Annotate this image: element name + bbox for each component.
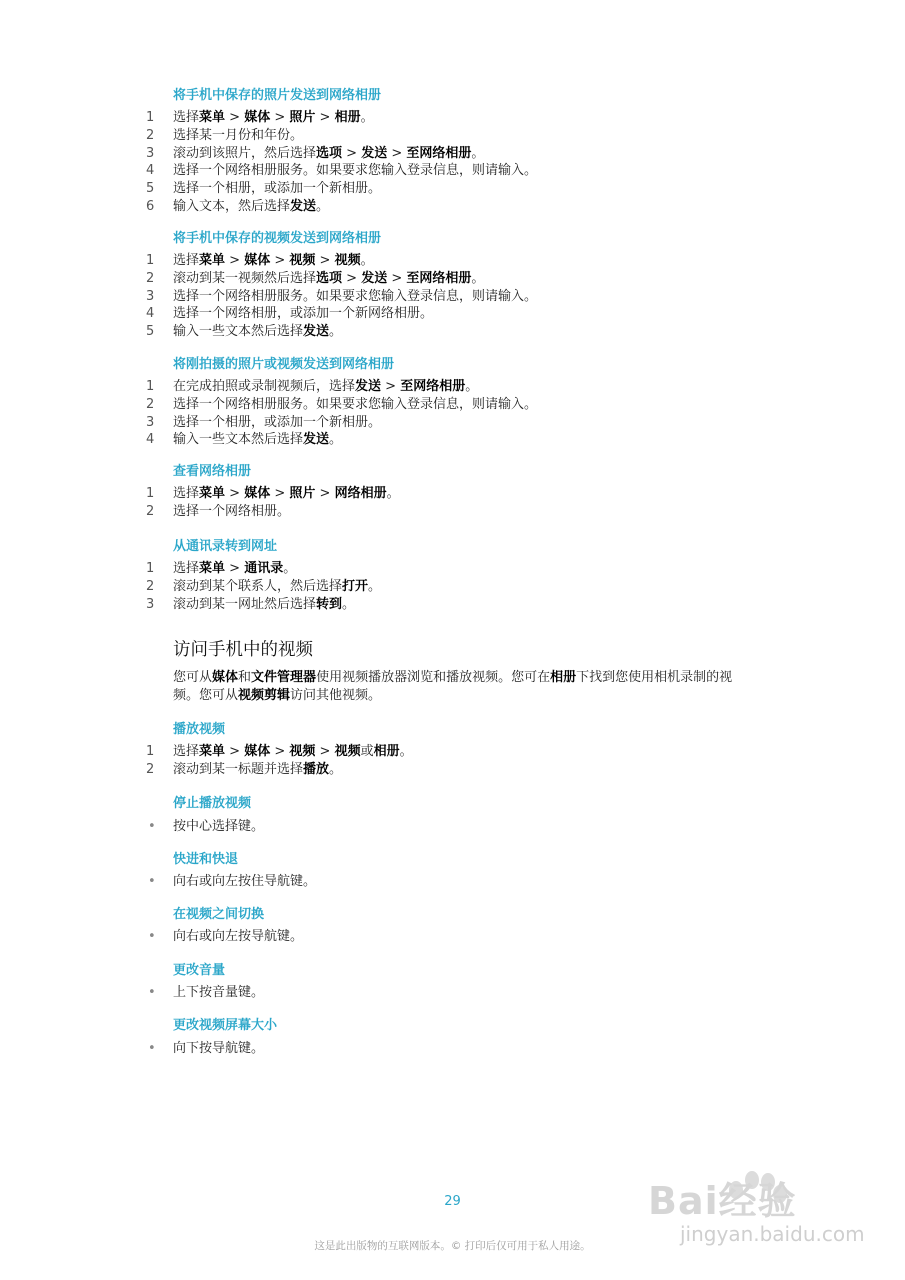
menu-term: 发送	[355, 379, 382, 394]
menu-term: 至网络相册	[406, 145, 472, 161]
numbered-step	[0, 414, 905, 432]
text-run: >	[270, 110, 290, 125]
text-run: 。	[329, 432, 343, 448]
menu-term: 通讯录	[244, 561, 284, 576]
section-title: 播放视频	[173, 722, 226, 737]
bullet-item	[0, 873, 905, 891]
text-run: >	[315, 253, 335, 268]
menu-term: 视频	[334, 253, 361, 268]
section-title: 将刚拍摄的照片或视频发送到网络相册	[173, 357, 395, 372]
text-run: 访问其他视频。	[290, 688, 382, 703]
text-run: 。	[465, 379, 479, 394]
step-number: 5	[146, 324, 155, 340]
step-text	[173, 560, 296, 578]
step-text	[173, 928, 303, 946]
menu-term: 文件管理器	[251, 670, 317, 685]
step-text	[173, 596, 355, 614]
menu-term: 菜单	[199, 253, 226, 268]
numbered-step	[0, 288, 905, 306]
step-number: 2	[146, 270, 155, 286]
footer-note: 这是此出版物的互联网版本。© 打印后仅可用于私人用途。	[314, 1240, 591, 1252]
text-run: 滚动到某一网址然后选择	[173, 596, 317, 612]
bullet-item	[0, 984, 905, 1002]
text-run: >	[225, 253, 245, 268]
text-run: >	[225, 110, 245, 125]
section-title: 将手机中保存的视频发送到网络相册	[173, 231, 382, 246]
step-text	[173, 984, 264, 1002]
menu-term: 打开	[342, 578, 369, 594]
text-run: >	[270, 486, 290, 501]
text-run: >	[381, 379, 401, 394]
step-number: 1	[146, 253, 155, 268]
step-number: 1	[146, 561, 155, 576]
menu-term: 视频	[289, 744, 316, 759]
text-run: 选择一个网络相册。	[173, 503, 291, 519]
numbered-step	[0, 180, 905, 198]
bullet-icon: •	[148, 985, 156, 1000]
numbered-step	[0, 396, 905, 414]
menu-term: 发送	[303, 432, 330, 448]
numbered-step	[0, 305, 905, 323]
baidu-jingyan-watermark	[640, 1150, 880, 1250]
step-text	[173, 578, 381, 596]
bullet-icon: •	[148, 819, 156, 834]
text-run: >	[342, 145, 362, 161]
text-run: 选择	[173, 253, 200, 268]
section-title: 更改视频屏幕大小	[173, 1018, 278, 1033]
text-run: >	[315, 110, 335, 125]
intro-paragraph	[173, 669, 758, 705]
section-title: 在视频之间切换	[173, 907, 265, 922]
step-number: 3	[146, 414, 155, 430]
step-number: 2	[146, 578, 155, 594]
numbered-step	[0, 270, 905, 288]
step-number: 5	[146, 181, 155, 197]
text-run: 选择一个网络相册，或添加一个新网络相册。	[173, 306, 434, 322]
text-run: 在完成拍照或录制视频后，选择	[173, 379, 356, 394]
text-run: 选择	[173, 486, 200, 501]
numbered-step	[0, 578, 905, 596]
step-text	[173, 485, 400, 503]
text-run: 。	[360, 253, 374, 268]
text-run: 和	[238, 670, 252, 685]
bullet-item	[0, 928, 905, 946]
text-run: 。	[399, 744, 413, 759]
text-run: >	[270, 253, 290, 268]
menu-term: 选项	[316, 270, 343, 286]
menu-term: 相册	[373, 744, 400, 759]
text-run: 滚动到某个联系人，然后选择	[173, 578, 343, 594]
menu-term: 媒体	[244, 253, 271, 268]
step-text	[173, 378, 478, 396]
bullet-item	[0, 1040, 905, 1058]
step-number: 1	[146, 744, 155, 759]
text-run: 选择某一月份和年份。	[173, 127, 304, 143]
step-text	[173, 396, 537, 414]
text-run: >	[315, 486, 335, 501]
menu-term: 视频	[289, 253, 316, 268]
step-number: 3	[146, 288, 155, 304]
menu-term: 视频剪辑	[238, 688, 291, 703]
text-run: 滚动到某一标题并选择	[173, 761, 304, 777]
section-title: 将手机中保存的照片发送到网络相册	[173, 88, 382, 103]
text-run: 。	[386, 486, 400, 501]
numbered-step	[0, 323, 905, 341]
step-number: 2	[146, 503, 155, 519]
text-run: >	[387, 145, 407, 161]
step-text	[173, 180, 381, 198]
bullet-item	[0, 818, 905, 836]
menu-term: 相册	[550, 670, 577, 685]
text-run: 使用视频播放器浏览和播放视频。您可在	[316, 670, 551, 685]
step-number: 2	[146, 396, 155, 412]
menu-term: 选项	[316, 145, 343, 161]
text-run: 。	[316, 199, 330, 214]
step-text	[173, 414, 381, 432]
step-text	[173, 323, 342, 341]
menu-term: 转到	[316, 596, 343, 612]
step-text	[173, 109, 374, 127]
numbered-step	[0, 378, 905, 396]
text-run: >	[387, 270, 407, 286]
step-text	[173, 127, 303, 145]
step-text	[173, 503, 290, 521]
text-run: 。	[368, 578, 382, 594]
menu-term: 菜单	[199, 110, 226, 125]
step-text	[173, 145, 484, 163]
numbered-step	[0, 198, 905, 216]
text-run: >	[225, 486, 245, 501]
text-run: 向右或向左按导航键。	[173, 929, 304, 944]
text-run: >	[270, 744, 290, 759]
menu-term: 发送	[303, 324, 330, 340]
numbered-step	[0, 485, 905, 503]
step-number: 2	[146, 761, 155, 777]
step-text	[173, 305, 433, 323]
step-text	[173, 198, 329, 216]
text-run: 。	[329, 761, 343, 777]
text-run: 输入一些文本然后选择	[173, 324, 304, 340]
step-text	[173, 761, 342, 779]
text-run: >	[225, 744, 245, 759]
text-run: 。	[471, 270, 485, 286]
text-run: 选择	[173, 744, 200, 759]
numbered-step	[0, 560, 905, 578]
text-run: 您可从	[173, 670, 213, 685]
step-text	[173, 252, 374, 270]
menu-term: 菜单	[199, 486, 226, 501]
numbered-step	[0, 162, 905, 180]
text-run: >	[225, 561, 245, 576]
numbered-step	[0, 503, 905, 521]
step-number: 1	[146, 110, 155, 125]
menu-term: 播放	[303, 761, 330, 777]
menu-term: 相册	[334, 110, 361, 125]
watermark-url: jingyan.baidu.com	[680, 1222, 865, 1246]
menu-term: 照片	[289, 110, 316, 125]
text-run: 输入文本，然后选择	[173, 199, 291, 214]
numbered-step	[0, 431, 905, 449]
menu-term: 发送	[361, 270, 388, 286]
step-number: 4	[146, 432, 155, 448]
text-run: 。	[360, 110, 374, 125]
numbered-step	[0, 127, 905, 145]
step-text	[173, 270, 484, 288]
text-run: 向右或向左按住导航键。	[173, 874, 317, 889]
section-title: 从通讯录转到网址	[173, 539, 278, 554]
step-text	[173, 431, 342, 449]
step-number: 1	[146, 486, 155, 501]
text-run: 选择一个相册，或添加一个新相册。	[173, 181, 382, 197]
numbered-step	[0, 109, 905, 127]
page-heading: 访问手机中的视频	[173, 640, 313, 660]
step-text	[173, 743, 413, 761]
numbered-step	[0, 596, 905, 614]
text-run: 选择一个网络相册服务。如果要求您输入登录信息，则请输入。	[173, 396, 538, 412]
menu-term: 视频	[334, 744, 361, 759]
text-run: 选择一个网络相册服务。如果要求您输入登录信息，则请输入。	[173, 288, 538, 304]
step-number: 4	[146, 306, 155, 322]
text-run: 滚动到某一视频然后选择	[173, 270, 317, 286]
step-number: 4	[146, 163, 155, 179]
bullet-icon: •	[148, 929, 156, 944]
text-run: 。	[471, 145, 485, 161]
step-text	[173, 1040, 264, 1058]
text-run: 选择一个相册，或添加一个新相册。	[173, 414, 382, 430]
step-text	[173, 818, 264, 836]
text-run: 或	[360, 744, 374, 759]
step-number: 6	[146, 199, 155, 214]
menu-term: 至网络相册	[400, 379, 466, 394]
step-text	[173, 162, 537, 180]
menu-term: 发送	[361, 145, 388, 161]
text-run: 向下按导航键。	[173, 1041, 265, 1056]
text-run: 下找到您使用相机录制的视频。您可从	[173, 670, 733, 703]
step-number: 2	[146, 127, 155, 143]
text-run: 按中心选择键。	[173, 819, 265, 834]
step-text	[173, 288, 537, 306]
text-run: 选择一个网络相册服务。如果要求您输入登录信息，则请输入。	[173, 163, 538, 179]
step-number: 1	[146, 379, 155, 394]
menu-term: 媒体	[244, 110, 271, 125]
menu-term: 菜单	[199, 561, 226, 576]
menu-term: 网络相册	[334, 486, 387, 501]
section-title: 查看网络相册	[173, 464, 252, 479]
step-number: 3	[146, 145, 155, 161]
page-number: 29	[444, 1194, 461, 1209]
section-title: 更改音量	[173, 963, 226, 978]
text-run: 。	[283, 561, 297, 576]
menu-term: 媒体	[244, 486, 271, 501]
menu-term: 照片	[289, 486, 316, 501]
bullet-icon: •	[148, 874, 156, 889]
text-run: >	[315, 744, 335, 759]
numbered-step	[0, 145, 905, 163]
step-text	[173, 873, 316, 891]
text-run: >	[342, 270, 362, 286]
step-number: 3	[146, 596, 155, 612]
menu-term: 媒体	[212, 670, 239, 685]
section-title: 快进和快退	[173, 852, 239, 867]
text-run: 滚动到该照片，然后选择	[173, 145, 317, 161]
text-run: 。	[329, 324, 343, 340]
menu-term: 发送	[290, 199, 317, 214]
numbered-step	[0, 252, 905, 270]
bullet-icon: •	[148, 1041, 156, 1056]
menu-term: 至网络相册	[406, 270, 472, 286]
text-run: 上下按音量键。	[173, 985, 265, 1000]
numbered-step	[0, 743, 905, 761]
menu-term: 菜单	[199, 744, 226, 759]
menu-term: 媒体	[244, 744, 271, 759]
text-run: 选择	[173, 110, 200, 125]
numbered-step	[0, 761, 905, 779]
text-run: 。	[342, 596, 356, 612]
text-run: 选择	[173, 561, 200, 576]
watermark-brand: Bai经验	[648, 1179, 797, 1223]
section-title: 停止播放视频	[173, 796, 252, 811]
text-run: 输入一些文本然后选择	[173, 432, 304, 448]
